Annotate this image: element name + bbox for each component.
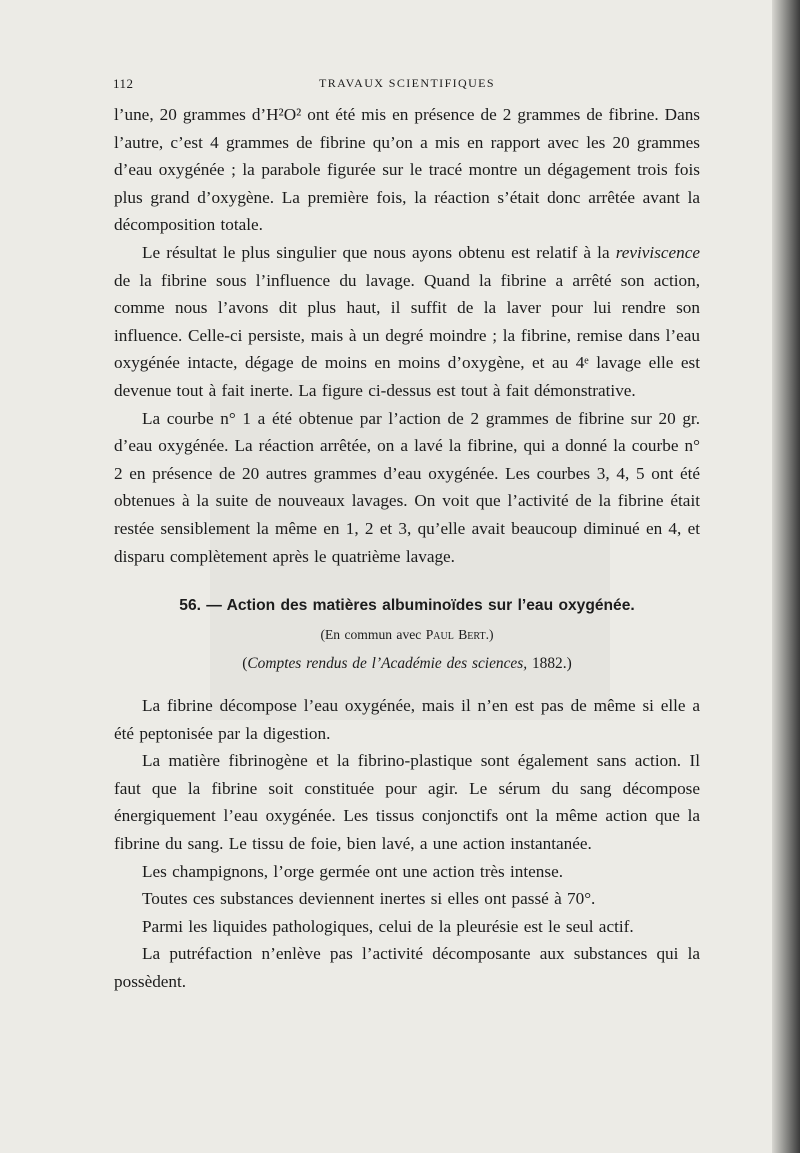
source-citation bbox=[114, 652, 700, 676]
source-year: 1882.) bbox=[527, 655, 572, 673]
page-header bbox=[113, 76, 701, 96]
section-heading: 56. — Action des matières albuminoïdes sur l’eau oxygénée. bbox=[179, 597, 635, 615]
paragraph-fibrinogene: La matière fibrinogène et la fibrino-plastique sont également sans action. Il faut que la fibrine soit constituée pour agir. Le sérum du sang décompose énergiquement l’eau oxygénée. Les tissus conjonctifs ont la même action que la fibrine du sang. Le tissu de foie, bien lavé, a une action instantanée. bbox=[114, 751, 700, 854]
source-journal: Comptes rendus de l’Académie des sciences, bbox=[247, 655, 528, 673]
italic-term: reviviscence bbox=[615, 242, 700, 262]
collaboration-note bbox=[114, 624, 700, 646]
source-open: ( bbox=[242, 655, 248, 673]
page-body bbox=[114, 101, 700, 996]
page-edge bbox=[772, 0, 800, 1153]
paragraph-champignons: Les champignons, l’orge germée ont une action très intense. bbox=[142, 861, 564, 881]
collab-suffix: .) bbox=[485, 627, 494, 643]
paragraph-putrefaction: La putréfaction n’enlève pas l’activité décomposante aux substances qui la possèdent. bbox=[114, 944, 700, 992]
paragraph-peptonisee: La fibrine décompose l’eau oxygénée, mais il n’en est pas de même si elle a été peptonisée par la digestion. bbox=[114, 696, 700, 743]
paragraph-reviviscence bbox=[114, 239, 700, 405]
running-title: TRAVAUX SCIENTIFIQUES bbox=[319, 76, 495, 90]
text-run: Le résultat le plus singulier que nous ayons obtenu est relatif à la bbox=[142, 242, 616, 262]
collab-prefix: (En commun avec bbox=[320, 627, 426, 643]
page-number: 112 bbox=[113, 76, 134, 91]
paragraph-pathologiques: Parmi les liquides pathologiques, celui de la pleurésie est le seul actif. bbox=[142, 916, 634, 936]
paragraph-courbes: La courbe n° 1 a été obtenue par l’action de 2 grammes de fibrine sur 20 gr. d’eau oxygénée. La réaction arrêtée, on a lavé la fibrine, qui a donné la courbe n° 2 en présence de 20 autres grammes d’eau oxygénée. Les courbes 3, 4, 5 ont été obtenues à la suite de nouveaux lavages. On voit que l’activité de la fibrine était restée sensiblement la même en 1, 2 et 3, qu’elle avait beaucoup diminué en 4, et disparu complètement après le quatrième lavage. bbox=[114, 408, 700, 566]
text-run: de la fibrine sous l’influence du lavage. Quand la fibrine a arrêté son action, comme nous l’avons dit plus haut, il suffit de la laver pour lui rendre son influence. Celle-ci persiste, mais à un degré moindre ; la fibrine, remise dans l’eau oxygénée intacte, dégage de moins en moins d’oxygène, et au 4ᵉ lavage elle est devenue tout à fait inerte. La figure ci-dessus est tout à fait démonstrative. bbox=[114, 270, 700, 400]
paragraph-continued: l’une, 20 grammes d’H²O² ont été mis en présence de 2 grammes de fibrine. Dans l’autre, c’est 4 grammes de fibrine qu’on a mis en rapport avec les 20 grammes d’eau oxygénée ; la parabole figurée sur le tracé montre un dégagement trois fois plus grand d’oxygène. La première fois, la réaction s’était donc arrêtée avant la décomposition totale. bbox=[114, 105, 700, 235]
collaborator-name: Paul Bert bbox=[425, 627, 486, 643]
paragraph-inertes: Toutes ces substances deviennent inertes si elles ont passé à 70°. bbox=[142, 889, 596, 909]
